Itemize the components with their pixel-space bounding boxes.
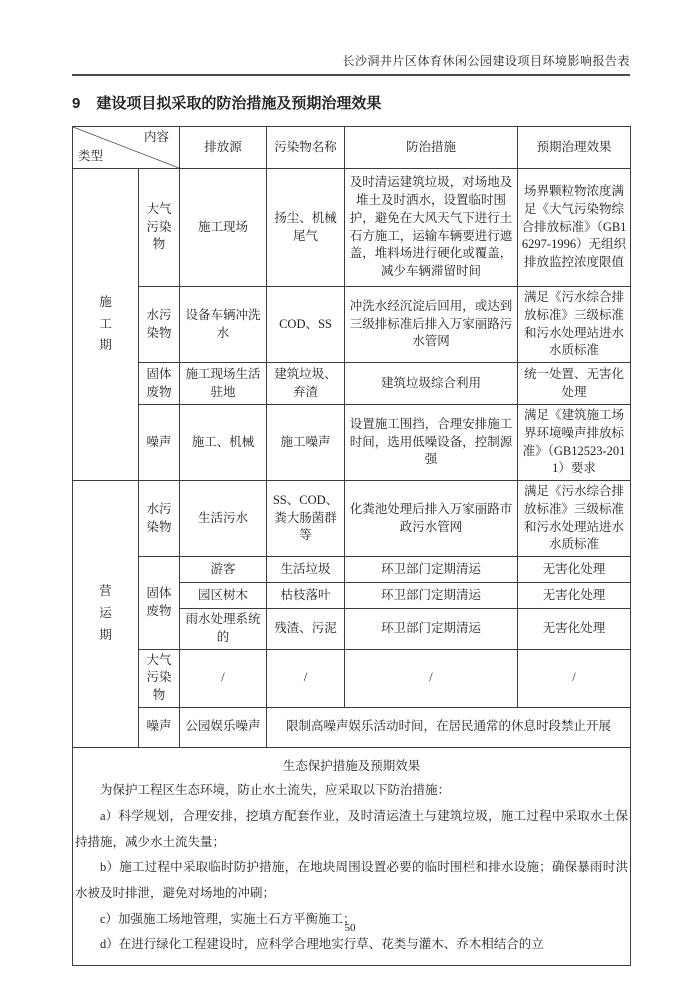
cell-operation-solid-category: 固体废物 (139, 557, 180, 650)
cell-construction-air-category: 大气污染物 (139, 169, 180, 287)
cell-operation-noise-category: 噪声 (139, 707, 180, 747)
col-header-effect: 预期治理效果 (518, 127, 631, 169)
cell-operation-air-source: / (180, 649, 267, 707)
table-row (73, 481, 631, 557)
cell-construction-solid-measures: 建筑垃圾综合利用 (345, 363, 518, 405)
cell-construction-air-source: 施工现场 (180, 169, 267, 287)
cell-operation-air-category: 大气污染物 (139, 649, 180, 707)
section-title-text: 建设项目拟采取的防治措施及预期治理效果 (96, 95, 382, 112)
eco-paragraph: c）加强施工场地管理，实施土石方平衡施工； (100, 911, 356, 926)
cell-operation-noise-measures: 限制高噪声娱乐活动时间，在居民通常的休息时段禁止开展 (267, 707, 631, 747)
cell-operation-solid2-effect: 无害化处理 (518, 609, 631, 650)
cell-operation-solid0-measures: 环卫部门定期清运 (345, 557, 518, 583)
table-row (73, 557, 631, 583)
cell-construction-air-measures: 及时清运建筑垃圾，对场地及堆土及时洒水，设置临时围护，避免在大风天气下进行土石方施工，运输车辆要进行遮盖，堆料场进行硬化或覆盖，减少车辆滞留时间 (345, 169, 518, 287)
table-row (73, 405, 631, 481)
cell-operation-solid2-pollutant: 残渣、污泥 (267, 609, 345, 650)
cell-construction-solid-source: 施工现场生活驻地 (180, 363, 267, 405)
eco-paragraph: 为保护工程区生态环境，防止水土流失，应采取以下防治措施： (100, 783, 451, 798)
page-number: 50 (344, 922, 356, 934)
cell-operation-water-source: 生活污水 (180, 481, 267, 557)
cell-construction-noise-pollutant: 施工噪声 (267, 405, 345, 481)
section-title (72, 92, 630, 113)
cell-operation-solid0-source: 游客 (180, 557, 267, 583)
cell-operation-water-pollutant: SS、COD、粪大肠菌群等 (267, 481, 345, 557)
cell-operation-solid0-pollutant: 生活垃圾 (267, 557, 345, 583)
cell-operation-solid1-pollutant: 枯枝落叶 (267, 583, 345, 609)
cell-construction-air-pollutant: 扬尘、机械尾气 (267, 169, 345, 287)
table-row (73, 649, 631, 707)
header-rule (72, 74, 630, 76)
table-row (73, 707, 631, 747)
cell-operation-air-effect: / (518, 649, 631, 707)
cell-construction-water-source: 设备车辆冲洗水 (180, 287, 267, 363)
table-row (73, 169, 631, 287)
cell-construction-air-effect: 场界颗粒物浓度满足《大气污染物综合排放标准》（GB16297-1996）无组织排放监控浓度限值 (518, 169, 631, 287)
cell-operation-solid1-source: 园区树木 (180, 583, 267, 609)
corner-bottom-label: 类型 (78, 149, 104, 164)
cell-construction-water-effect: 满足《污水综合排放标准》三级标准和污水处理站进水水质标准 (518, 287, 631, 363)
period-operation-label: 营运期 (99, 584, 112, 642)
cell-construction-noise-source: 施工、机械 (180, 405, 267, 481)
cell-construction-solid-category: 固体废物 (139, 363, 180, 405)
cell-construction-water-measures: 冲洗水经沉淀后回用，或达到三级排标准后排入万家丽路污水管网 (345, 287, 518, 363)
cell-operation-solid2-source: 雨水处理系统的 (180, 609, 267, 650)
eco-heading: 生态保护措施及预期效果 (282, 758, 421, 773)
period-operation (73, 481, 139, 748)
cell-operation-water-measures: 化粪池处理后排入万家丽路市政污水管网 (345, 481, 518, 557)
cell-operation-water-effect: 满足《污水综合排放标准》三级标准和污水处理站进水水质标准 (518, 481, 631, 557)
cell-operation-solid1-measures: 环卫部门定期清运 (345, 583, 518, 609)
cell-construction-noise-effect: 满足《建筑施工场界环境噪声排放标准》（GB12523-2011）要求 (518, 405, 631, 481)
corner-top-label: 内容 (143, 130, 169, 144)
document-page (72, 0, 630, 966)
cell-construction-noise-category: 噪声 (139, 405, 180, 481)
section-number: 9 (72, 95, 81, 112)
col-header-pollutant: 污染物名称 (267, 127, 345, 169)
running-head: 长沙洞井片区体育休闲公园建设项目环境影响报告表 (342, 54, 630, 68)
table-row (73, 363, 631, 405)
cell-operation-water-category: 水污染物 (139, 481, 180, 557)
cell-operation-air-measures: / (345, 649, 518, 707)
corner-cell (73, 127, 180, 169)
cell-construction-water-pollutant: COD、SS (267, 287, 345, 363)
cell-construction-solid-effect: 统一处置、无害化处理 (518, 363, 631, 405)
cell-operation-solid0-effect: 无害化处理 (518, 557, 631, 583)
eco-paragraph: d）在进行绿化工程建设时，应科学合理地实行草、花类与灌木、乔木相结合的立 (100, 937, 544, 952)
cell-construction-noise-measures: 设置施工围挡，合理安排施工时间，选用低噪设备，控制源强 (345, 405, 518, 481)
cell-operation-solid2-measures: 环卫部门定期清运 (345, 609, 518, 650)
period-construction-label: 施工期 (99, 294, 112, 353)
eco-paragraph: a）科学规划，合理安排，挖填方配套作业，及时清运渣土与建筑垃圾，施工过程中采取水土保持措施，减少水土流失量； (75, 809, 628, 849)
cell-construction-water-category: 水污染物 (139, 287, 180, 363)
cell-operation-air-pollutant: / (267, 649, 345, 707)
cell-operation-solid1-effect: 无害化处理 (518, 583, 631, 609)
cell-construction-solid-pollutant: 建筑垃圾、弃渣 (267, 363, 345, 405)
cell-operation-noise-source: 公园娱乐噪声 (180, 707, 267, 747)
eco-paragraph: b）施工过程中采取临时防护措施，在地块周围设置必要的临时围栏和排水设施；确保暴雨时洪水被及时排泄，避免对场地的冲刷； (75, 860, 628, 900)
col-header-source: 排放源 (180, 127, 267, 169)
measures-table (72, 126, 631, 966)
col-header-measures: 防治措施 (345, 127, 518, 169)
table-row (73, 287, 631, 363)
table-header-row (73, 127, 631, 169)
period-construction (73, 169, 139, 481)
